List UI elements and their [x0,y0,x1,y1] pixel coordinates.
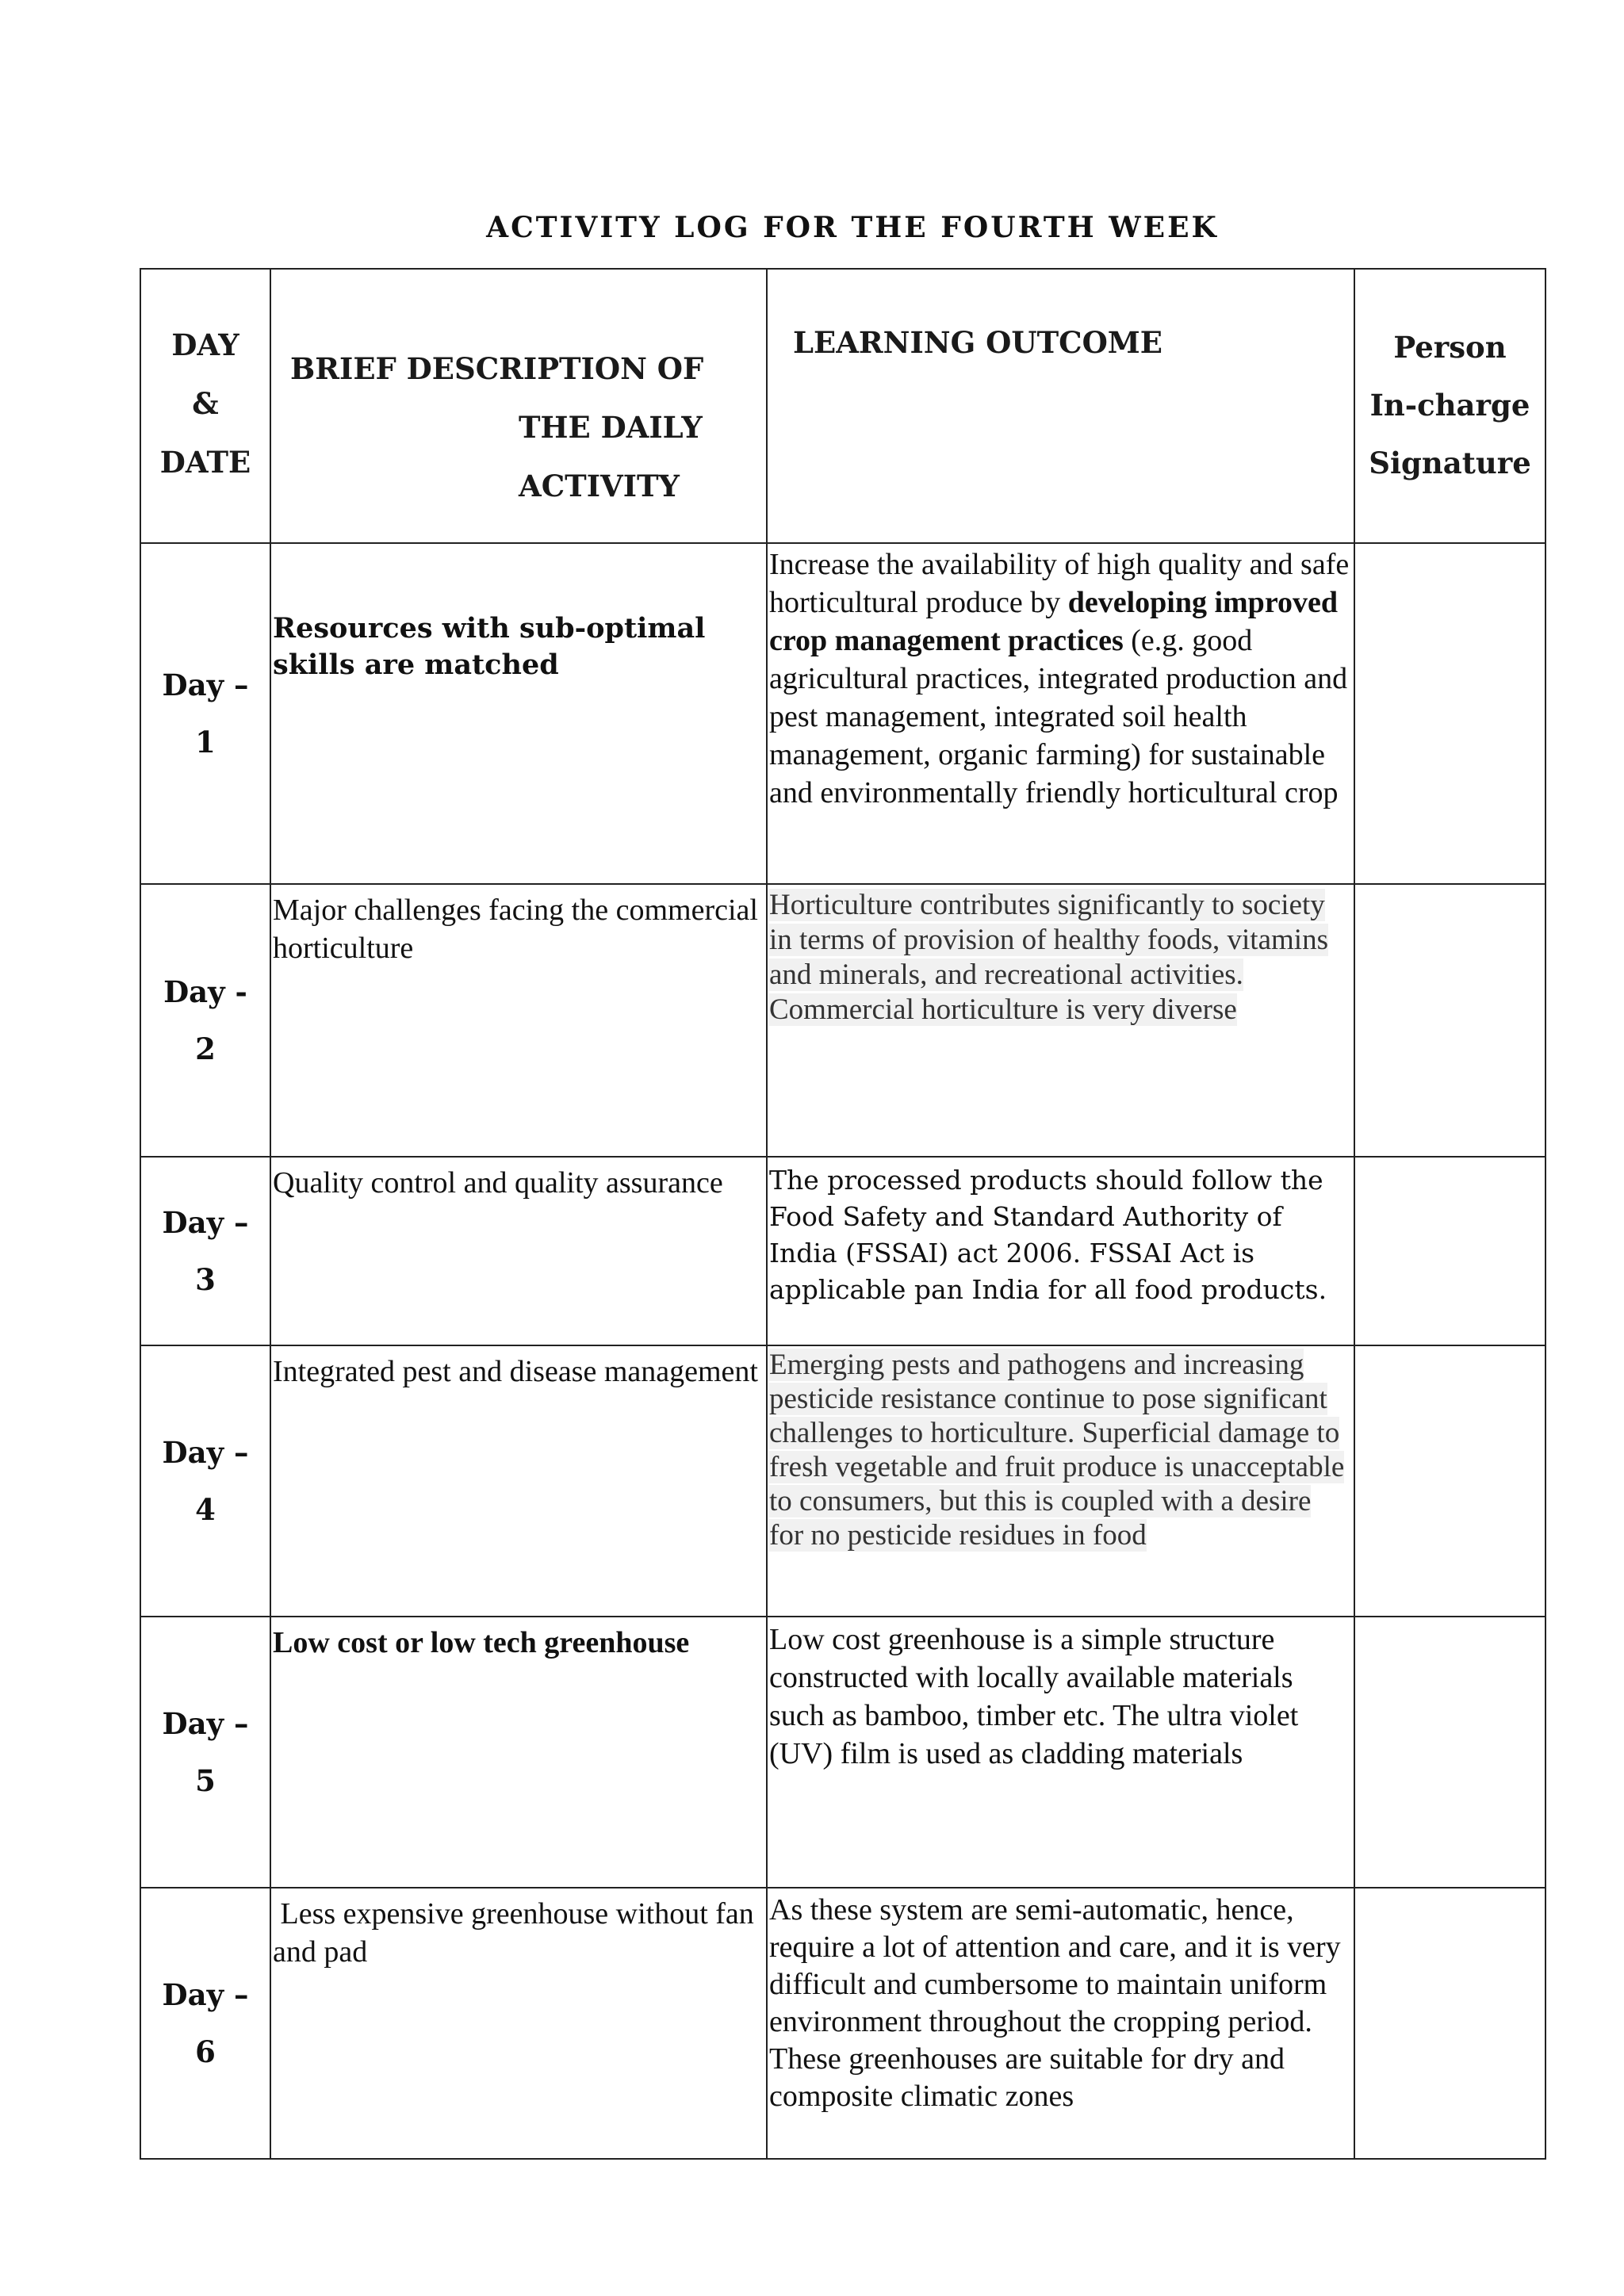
learning-outcome [767,884,1354,1157]
day-cell [140,1617,270,1888]
outcome-text-part1: Increase the availability of high quality and safe horticultural produce by [769,548,1350,619]
signature-cell [1354,543,1545,884]
signature-cell [1354,1345,1545,1617]
table-row [140,884,1545,1157]
signature-cell [1354,1888,1545,2159]
day-label: Day – [162,668,249,702]
header-person-line2: In-charge [1369,388,1530,423]
table-row [140,1888,1545,2159]
day-cell [140,543,270,884]
header-description [270,269,767,543]
header-desc-line3: ACTIVITY [519,469,680,503]
header-person-line1: Person [1393,330,1507,365]
header-day-line2: & [192,386,219,421]
signature-cell [1354,884,1545,1157]
header-desc-line1: BRIEF DESCRIPTION OF [290,351,704,386]
day-cell [140,1157,270,1345]
signature-cell [1354,1157,1545,1345]
header-person-line3: Signature [1369,446,1531,480]
table-row [140,1617,1545,1888]
day-number: 4 [195,1492,216,1527]
learning-outcome: The processed products should follow the Food Safety and Standard Authority of India (FSSAI) act 2006. FSSAI Act is applicable pan India for all food products. [767,1157,1354,1345]
day-label: Day - [163,974,247,1009]
signature-cell [1354,1617,1545,1888]
header-learning-outcome: LEARNING OUTCOME [767,269,1354,543]
table-row [140,1345,1545,1617]
activity-description: Low cost or low tech greenhouse [270,1617,767,1888]
table-row [140,543,1545,884]
activity-log-table [140,268,1546,2160]
header-person-signature [1354,269,1545,543]
activity-description: Less expensive greenhouse without fan and pad [270,1888,767,2159]
activity-description: Major challenges facing the commercial horticulture [270,884,767,1157]
day-label: Day – [162,1977,249,2012]
page-title: ACTIVITY LOG FOR THE FOURTH WEEK [486,211,1219,244]
day-number: 2 [195,1031,216,1066]
day-cell [140,1345,270,1617]
day-cell [140,884,270,1157]
header-day-line3: DATE [159,445,251,480]
day-label: Day – [162,1706,249,1741]
table-row [140,1157,1545,1345]
activity-description: Resources with sub-optimal skills are matched [270,543,767,884]
outcome-text: Horticulture contributes significantly to society in terms of provision of healthy foods, vitamins and minerals, and recreational activities. Commercial horticulture is very diverse [769,889,1328,1026]
day-cell [140,1888,270,2159]
day-number: 6 [195,2034,216,2069]
header-row [140,269,1545,543]
activity-description: Integrated pest and disease management [270,1345,767,1617]
learning-outcome [767,1345,1354,1617]
header-day-line1: DAY [171,327,239,362]
header-day-date [140,269,270,543]
outcome-text-bold: developing improved crop management practices [769,586,1338,657]
learning-outcome [767,543,1354,884]
outcome-text: Emerging pests and pathogens and increasing pesticide resistance continue to pose significant challenges to horticulture. Superficial damage to fresh vegetable and fruit produce is unacceptable to consumers, but this is coupled with a desire for no pesticide residues in food [769,1349,1345,1552]
day-number: 5 [195,1763,216,1798]
header-desc-line2: THE DAILY [519,410,703,445]
learning-outcome: As these system are semi-automatic, hence, require a lot of attention and care, and it is very difficult and cumbersome to maintain uniform environment throughout the cropping period. These greenhouses are suitable for dry and composite climatic zones [767,1888,1354,2159]
day-number: 3 [195,1262,216,1297]
day-label: Day – [162,1205,249,1240]
learning-outcome: Low cost greenhouse is a simple structure constructed with locally available materials such as bamboo, timber etc. The ultra violet (UV) film is used as cladding materials [767,1617,1354,1888]
day-label: Day – [162,1435,249,1470]
outcome-text-part2: (e.g. good agricultural practices, integrated production and pest management, integrated soil health management, organic farming) for sustainable and environmentally friendly horticultural crop [769,624,1348,809]
day-number: 1 [195,725,216,760]
activity-description: Quality control and quality assurance [270,1157,767,1345]
